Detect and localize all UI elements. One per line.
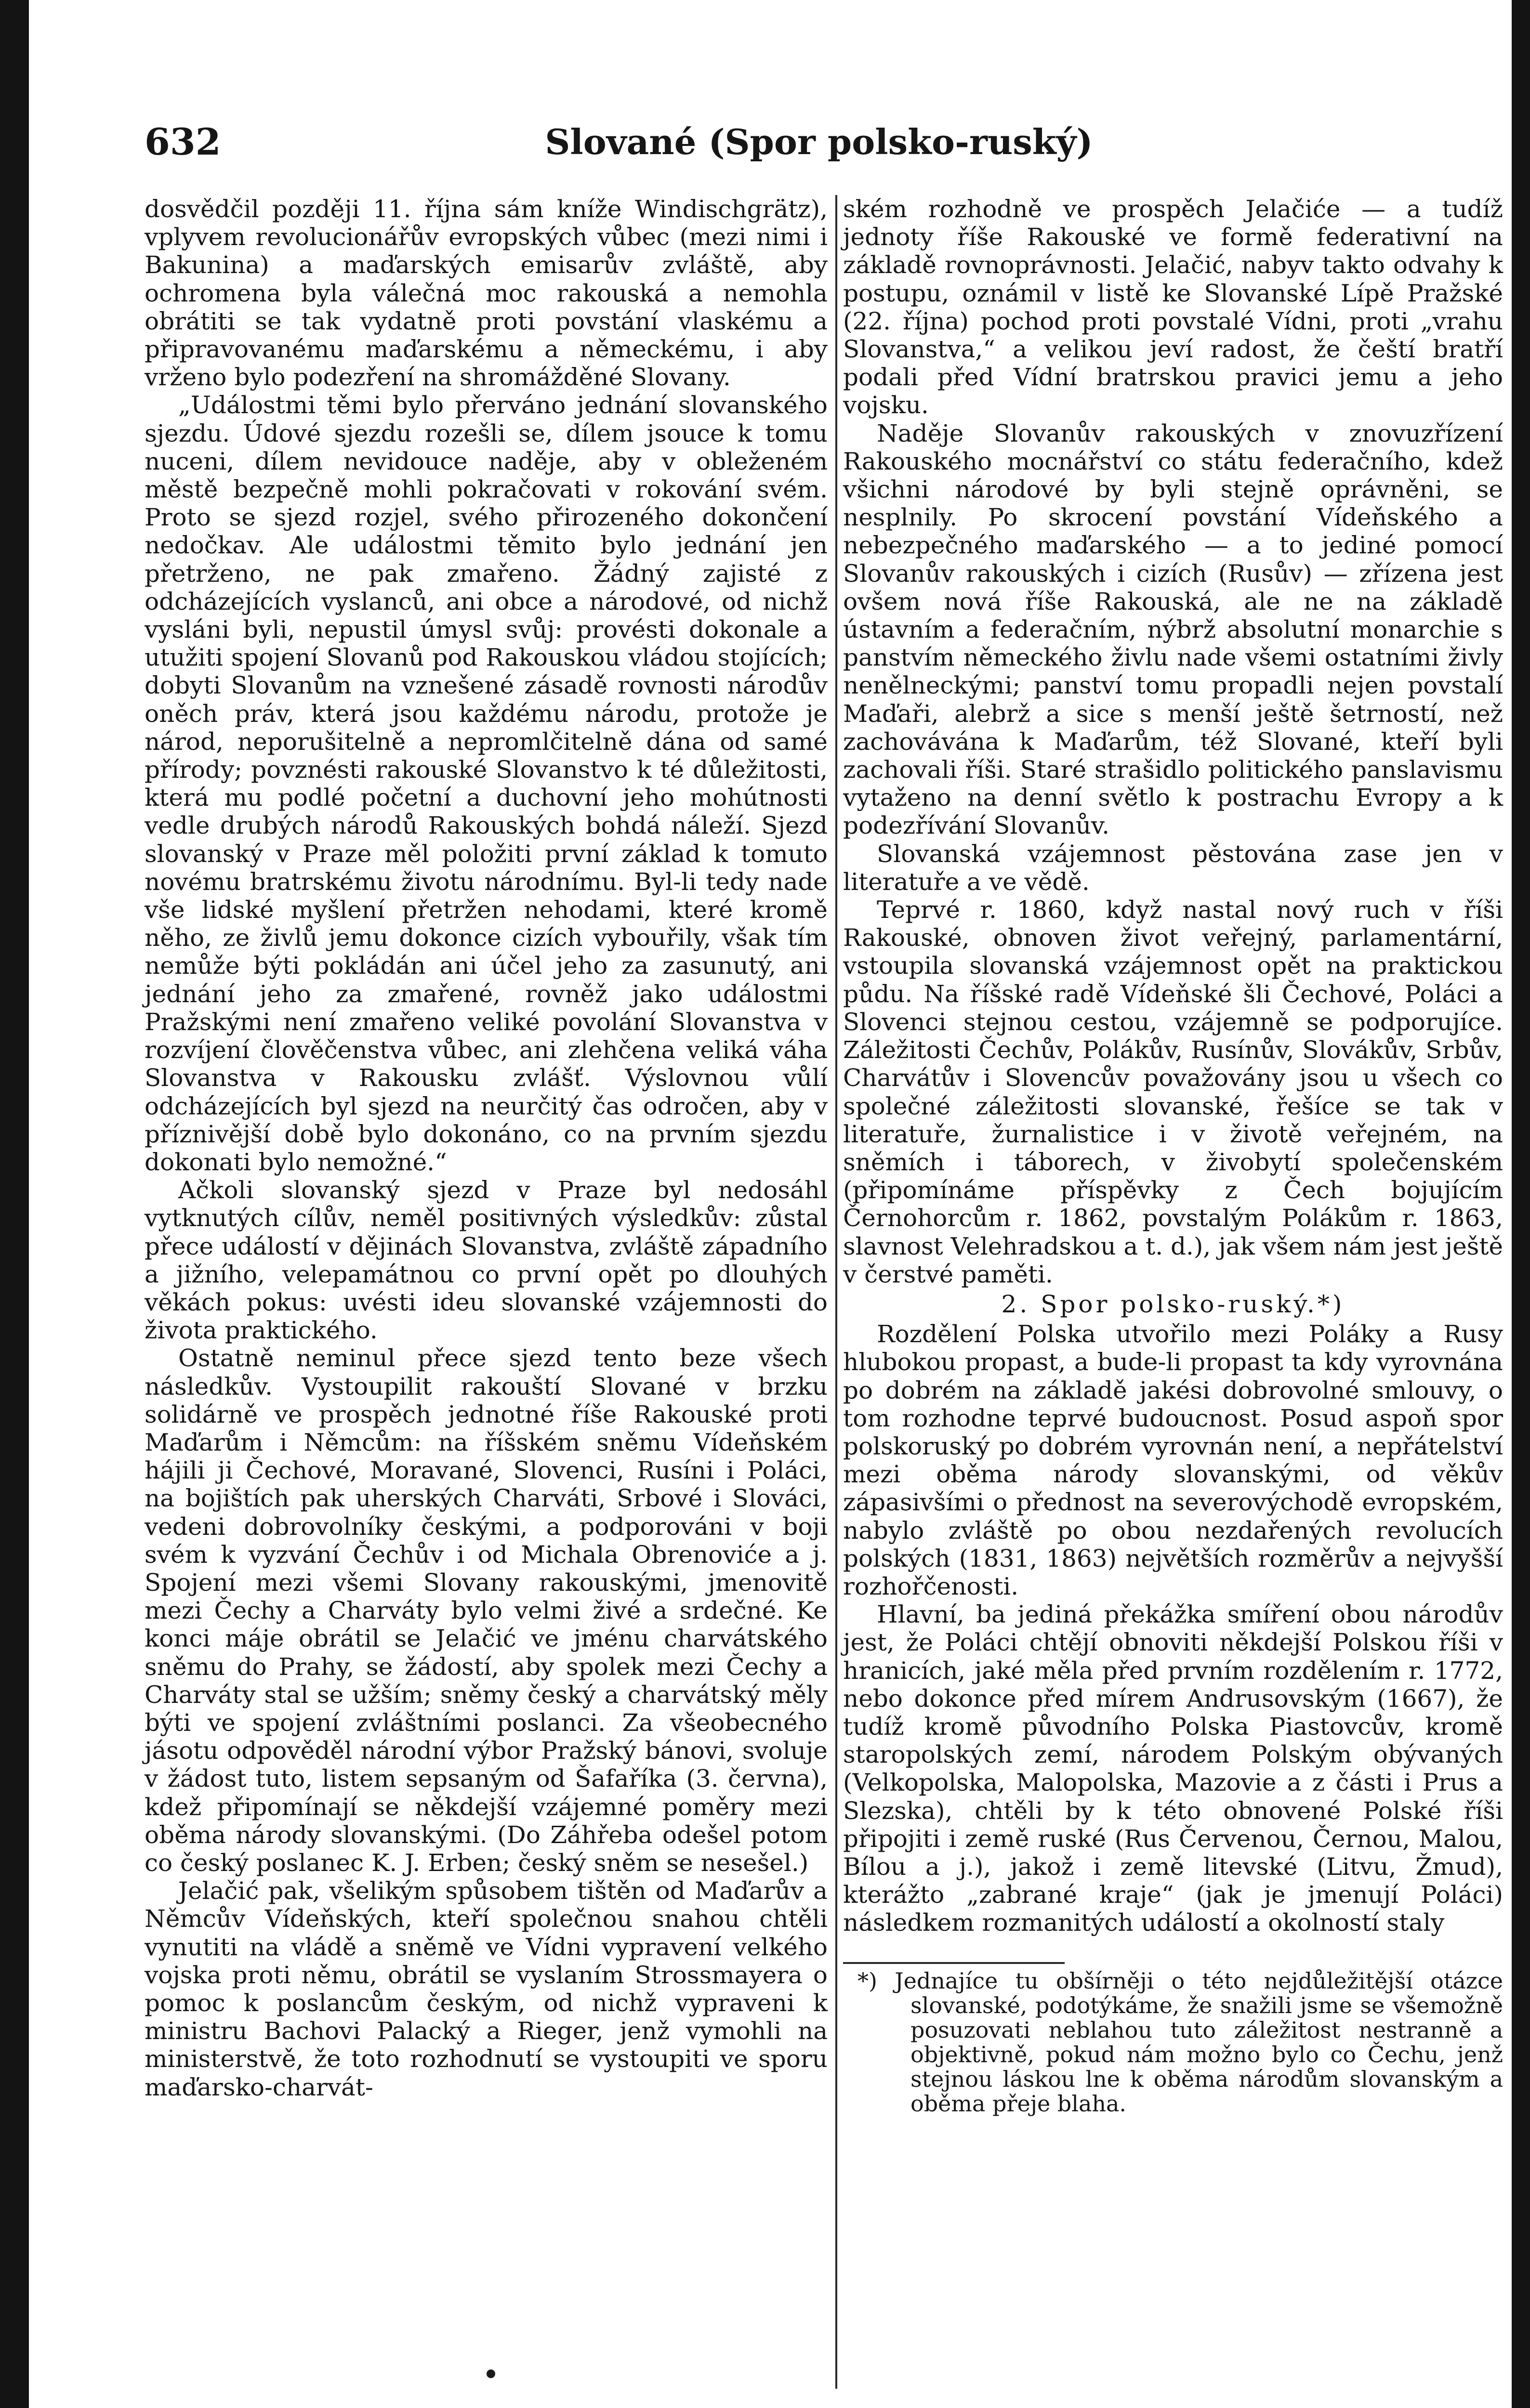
page-header [145, 116, 1493, 169]
scan-edge-left [0, 0, 29, 2408]
right-column [843, 195, 1503, 2116]
footnote-rule [843, 1962, 1065, 1964]
section-heading: 2. Spor polsko-ruský.*) [1001, 1290, 1345, 1318]
paragraph: Hlavní, ba jediná překážka smíření obou národův jest, že Poláci chtějí obnoviti někdejší Polskou říši v hranicích, jaké měla před prvním rozdělením r. 1772, nebo dokonce před mírem Andrusovským (1667), že tudíž kromě původního Polska Piastovcův, kromě staropolských zemí, národem Polským obývaných (Velkopolska, Malopolska, Mazovie a z části i Prus a Slezska), chtěli by k této obnovené Polské říši připojiti i země ruské (Rus Červenou, Černou, Malou, Bílou a j.), jakož i země litevské (Litvu, Žmud), kterážto „zabrané kraje“ (jak je jmenují Poláci) následkem rozmanitých událostí a okolností staly [843, 1600, 1503, 1937]
paragraph: dosvědčil později 11. října sám kníže Windischgrätz), vplyvem revolucionářův evropských vůbec (mezi nimi i Bakunina) a maďarských emisarův zvláště, aby ochromena byla válečná moc rakouská a nemohla obrátiti se tak vydatně proti povstání vlaskému a připravovanému maďarskému a německému, i aby vrženo bylo podezření na shromážděné Slovany. [145, 195, 828, 392]
left-column [145, 195, 828, 2101]
print-speck [487, 2369, 495, 2378]
paragraph: Slovanská vzájemnost pěstována zase jen v literatuře a ve vědě. [843, 839, 1503, 896]
scan-edge-right [1512, 0, 1530, 2408]
paragraph: Jelačić pak, všelikým spůsobem tištěn od Maďarův a Němcův Vídeňských, kteří společnou snahou chtěli vynutiti na vládě a sněmě ve Vídni vypravení velkého vojska proti němu, obrátil se vyslaním Strossmayera o pomoc k poslancům českým, od nichž vypraveni k ministru Bachovi Palacký a Rieger, jenž vymohli na ministerstvě, že toto rozhodnutí se vystoupiti ve sporu maďarsko-charvát- [145, 1877, 828, 2101]
footnote: *) Jednajíce tu obšírněji o této nejdůležitější otázce slovanské, podotýkáme, že snažili jsme se všemožně posuzovati neblahou tuto záležitost nestranně a objektivně, pokud nám možno bylo co Čechu, jenž stejnou láskou lne k oběma národům slovanským a oběma přeje blaha. [857, 1967, 1503, 2117]
paragraph: ském rozhodně ve prospěch Jelačiće — a tudíž jednoty říše Rakouské ve formě federativní na základě rovnoprávnosti. Jelačić, nabyv takto odvahy k postupu, oznámil v listě ke Slovanské Lípě Pražské (22. října) pochod proti povstalé Vídni, proti „vrahu Slovanstva,“ a velikou jeví radost, že čeští bratří podali před Vídní bratrskou pravici jemu a jeho vojsku. [843, 195, 1503, 419]
page-number: 632 [145, 120, 221, 163]
paragraph: „Událostmi těmi bylo přerváno jednání slovanského sjezdu. Údové sjezdu rozešli se, dílem jsouce k tomu nuceni, dílem nevidouce naděje, aby v obleženém městě bezpečně mohli pokračovati v rokování svém. Proto se sjezd rozjel, svého přirozeného dokončení nedočkav. Ale událostmi těmito bylo jednání jen přetrženo, ne pak zmařeno. Žádný zajisté z odcházejících vyslanců, ani obce a národové, od nichž vysláni byli, nepustil úmysl svůj: provésti dokonale a utužiti spojení Slovanů pod Rakouskou vládou stojících; dobyti Slovanům na vznešené zásadě rovnosti národův oněch práv, která jsou každému národu, protože je národ, neporušitelně a nepromlčitelně dána od samé přírody; povznésti rakouské Slovanstvo k té důležitosti, která mu podlé početní a duchovní jeho mohútnosti vedle drubých národů Rakouských bohdá náleží. Sjezd slovanský v Praze měl položiti první základ k tomuto novému bratrskému životu národnímu. Byl-li tedy nade vše lidské myšlení přetržen nehodami, které kromě něho, ze živlů jemu dokonce cizích vybouřily, však tím nemůže býti pokládán ani účel jeho za zasunutý, ani jednání jeho za zmařené, rovněž jako událostmi Pražskými není zmařeno veliké povolání Slovanstva v rozvíjení člověčenstva vůbec, ani zlehčena veliká váha Slovanstva v Rakousku zvlášť. Výslovnou vůlí odcházejících byl sjezd na neurčitý čas odročen, aby v příznivější době bylo dokonáno, co na prvním sjezdu dokonati bylo nemožné.“ [145, 391, 828, 1176]
running-title: Slované (Spor polsko-ruský) [545, 121, 1093, 162]
paragraph: Ostatně neminul přece sjezd tento beze všech následkův. Vystoupilit rakouští Slované v brzku solidárně ve prospěch jednotné říše Rakouské proti Maďarům i Němcům: na říšském sněmu Vídeňském hájili ji Čechové, Moravané, Slovenci, Rusíni i Poláci, na bojištích pak uherských Charváti, Srbové i Slováci, vedeni dobrovolníky českými, a podporováni v boji svém k vyzvání Čechův i od Michala Obrenoviće a j. Spojení mezi všemi Slovany rakouskými, jmenovitě mezi Čechy a Charváty bylo velmi živé a srdečné. Ke konci máje obrátil se Jelačić ve jménu charvátského sněmu do Prahy, se žádostí, aby spolek mezi Čechy a Charváty stal se užším; sněmy český a charvátský měly býti ve spojení zvláštními poslanci. Za všeobecného jásotu odpověděl národní výbor Pražský bánovi, svoluje v žádost tuto, listem sepsaným od Šafaříka (3. června), kdež připomínají se někdejší vzájemné poměry mezi oběma národy slovanskými. (Do Záhřeba odešel potom co český poslanec K. J. Erben; český sněm se nesešel.) [145, 1344, 828, 1877]
column-divider [835, 195, 837, 2389]
paragraph: Naděje Slovanův rakouských v znovuzřízení Rakouského mocnářství co státu federačního, kdež všichni národové by byli stejně oprávněni, se nesplnily. Po skrocení povstání Vídeňského a nebezpečného maďarského — a to jediné pomocí Slovanův rakouských i cizích (Rusův) — zřízena jest ovšem nová říše Rakouská, ale ne na základě ústavním a federačním, nýbrž absolutní monarchie s panstvím německého živlu nade všemi ostatními živly nenělneckými; panství tomu propadli nejen povstalí Maďaři, alebrž a sice s menší ještě šetrností, než zachovávána k Maďarům, též Slované, kteří byli zachovali říši. Staré strašidlo politického panslavismu vytaženo na denní světlo k postrachu Evropy a k podezřívání Slovanův. [843, 419, 1503, 840]
paragraph: Rozdělení Polska utvořilo mezi Poláky a Rusy hlubokou propast, a bude-li propast ta kdy vyrovnána po dobrém na základě jakési dobrovolné smlouvy, o tom rozhodne teprvé budoucnost. Posud aspoň spor polskoruský po dobrém vyrovnán není, a nepřátelství mezi oběma národy slovanskými, od věkův zápasivšími o přednost na severovýchodě evropském, nabylo zvláště po obou nezdařených revolucích polských (1831, 1863) největších rozměrův a nejvyšší rozhořčenosti. [843, 1320, 1503, 1600]
paragraph: Ačkoli slovanský sjezd v Praze byl nedosáhl vytknutých cílův, neměl positivných výsledkův: zůstal přece událostí v dějinách Slovanstva, zvláště západního a jižního, velepamátnou co první opět po dlouhých věkách pokus: uvésti ideu slovanské vzájemnosti do života praktického. [145, 1176, 828, 1345]
paragraph: Teprvé r. 1860, když nastal nový ruch v říši Rakouské, obnoven život veřejný, parlamentární, vstoupila slovanská vzájemnost opět na praktickou půdu. Na říšské radě Vídeňské šli Čechové, Poláci a Slovenci stejnou cestou, vzájemně se podporujíce. Záležitosti Čechův, Polákův, Rusínův, Slovákův, Srbův, Charvátův i Slovencův považovány jsou u všech co společné záležitosti slovanské, řešíce se tak v literatuře, žurnalistice i v životě veřejném, na sněmích i táborech, v živobytí společenském (připomínáme příspěvky z Čech bojujícím Černohorcům r. 1862, povstalým Polákům r. 1863, slavnost Velehradskou a t. d.), jak všem nám jest ještě v čerstvé paměti. [843, 896, 1503, 1288]
